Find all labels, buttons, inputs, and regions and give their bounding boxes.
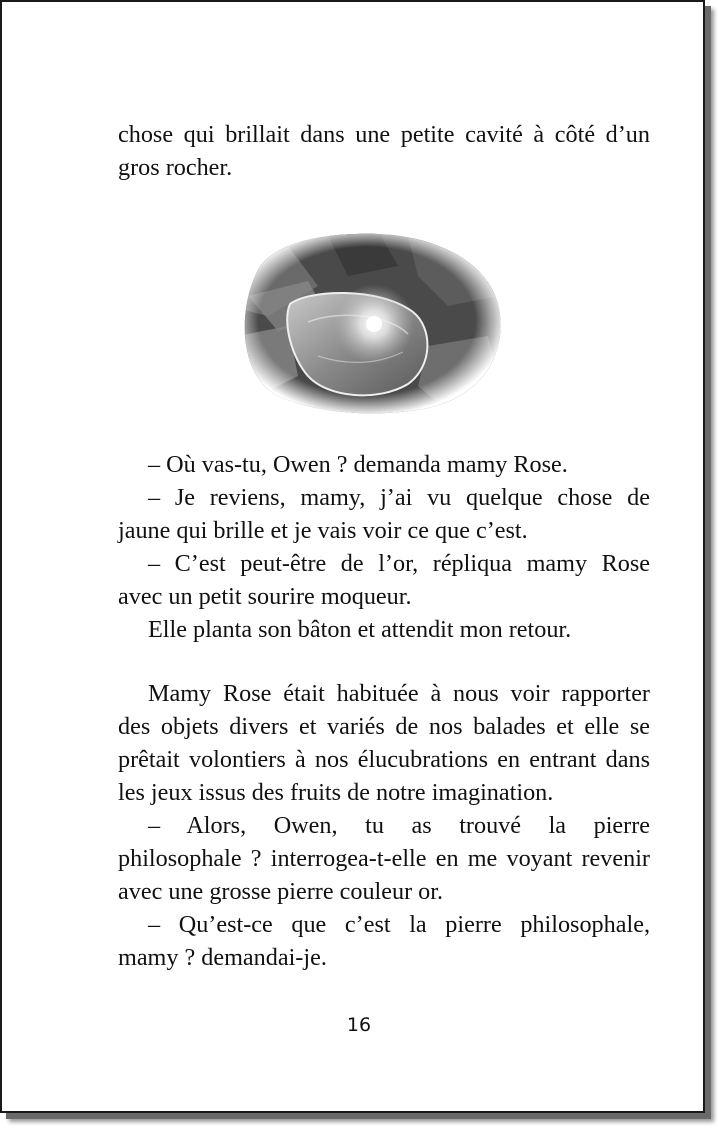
dialogue-section [118, 448, 650, 646]
text-line: des objets divers et variés de nos balades et elle se [118, 713, 650, 740]
text-line: jaune qui brille et je vais voir ce que c’est. [118, 517, 528, 544]
text-line: Elle planta son bâton et attendit mon retour. [148, 616, 572, 643]
text-line: philosophale ? interrogea-t-elle en me voyant revenir [118, 845, 650, 872]
text-line: Mamy Rose était habituée à nous voir rapporter [148, 680, 650, 707]
page-number: 16 [346, 1014, 372, 1036]
text-line: mamy ? demandai-je. [118, 944, 327, 971]
text-line: gros rocher. [118, 154, 233, 181]
text-line: – C’est peut-être de l’or, répliqua mamy Rose [148, 550, 650, 577]
text-line: avec une grosse pierre couleur or. [118, 878, 444, 905]
text-line: les jeux issus des fruits de notre imagination. [118, 779, 554, 806]
paragraph-opening [118, 118, 650, 184]
text-line: – Je reviens, mamy, j’ai vu quelque chose de [148, 484, 650, 511]
stone-illustration [228, 226, 506, 416]
text-line: – Qu’est-ce que c’est la pierre philosophale, [148, 911, 650, 938]
text-line: prêtait volontiers à nos élucubrations en entrant dans [118, 746, 650, 773]
paragraph-mamy-rose [118, 677, 650, 974]
text-line: avec un petit sourire moqueur. [118, 583, 412, 610]
text-line: – Alors, Owen, tu as trouvé la pierre [148, 812, 650, 839]
text-line: chose qui brillait dans une petite cavité à côté d’un [118, 121, 650, 148]
text-line: – Où vas-tu, Owen ? demanda mamy Rose. [148, 451, 568, 478]
